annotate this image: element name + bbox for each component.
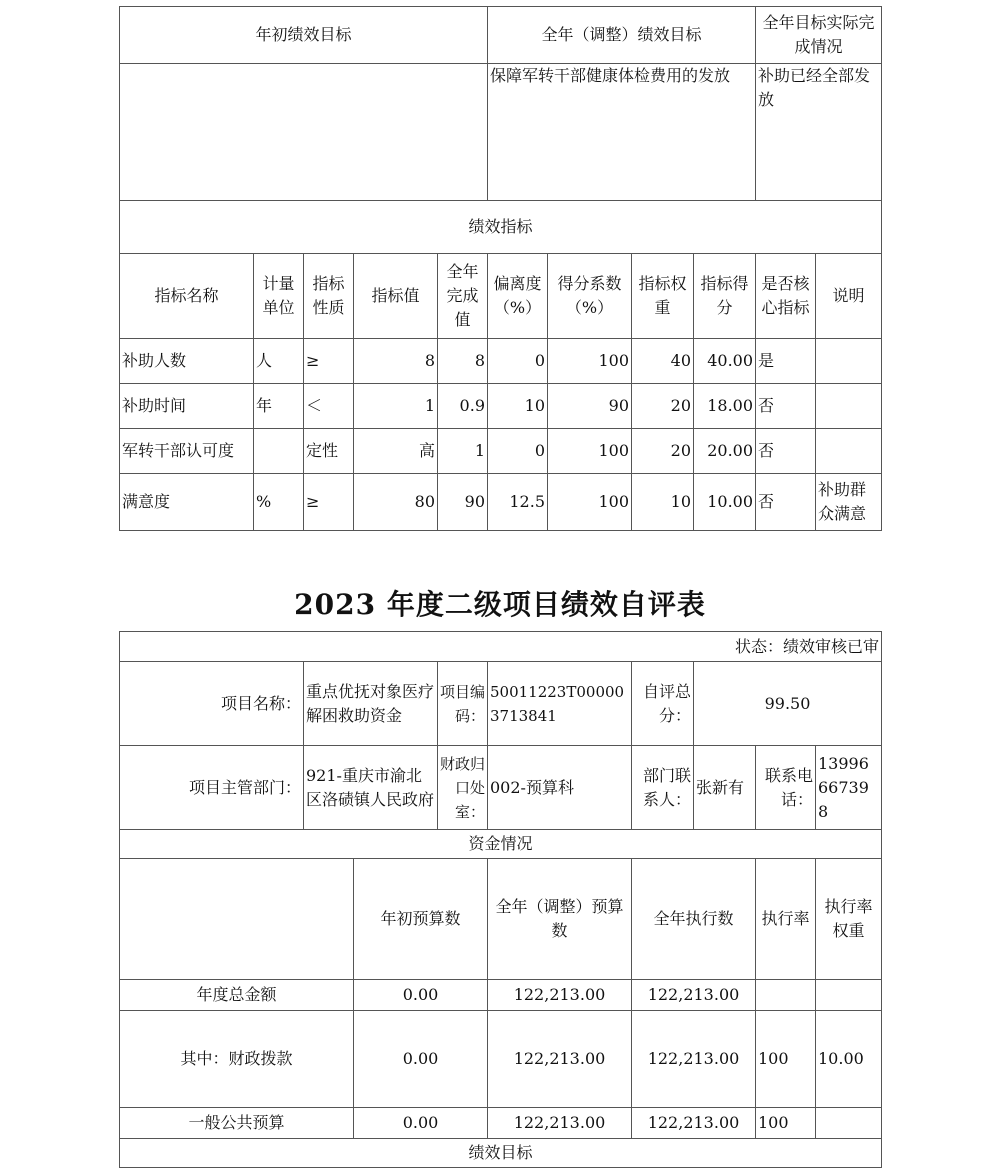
indicator-unit: 人 [254,339,304,384]
table-row [120,384,882,429]
funds-row-label: 一般公共预算 [120,1108,354,1139]
table-row [120,339,882,384]
funds-adjusted: 122,213.00 [488,980,632,1011]
indicator-weight: 40 [632,339,694,384]
indicator-section-title: 绩效指标 [120,201,882,254]
column-header: 全年完成值 [438,254,488,339]
indicator-weight: 20 [632,429,694,474]
column-header: 指标名称 [120,254,254,339]
project-code-value: 50011223T000003713841 [488,662,632,746]
indicator-unit [254,429,304,474]
funds-column-header: 年初预算数 [354,859,488,980]
indicator-coefficient: 90 [548,384,632,429]
phone-label: 联系电话： [756,746,816,830]
indicator-core: 否 [756,384,816,429]
table-row [120,1011,882,1108]
indicator-target: 8 [354,339,438,384]
indicator-coefficient: 100 [548,429,632,474]
column-header: 说明 [816,254,882,339]
project-name-value: 重点优抚对象医疗解困救助资金 [304,662,438,746]
indicator-note: 补助群众满意 [816,474,882,531]
funds-initial: 0.00 [354,1011,488,1108]
finance-value: 002-预算科 [488,746,632,830]
indicator-actual: 0.9 [438,384,488,429]
initial-goal-header: 年初绩效目标 [120,7,488,64]
goals-section-title: 绩效目标 [120,1139,882,1168]
funds-column-header: 全年（调整）预算数 [488,859,632,980]
project-name-label: 项目名称： [120,662,304,746]
funds-executed: 122,213.00 [632,1108,756,1139]
funds-initial: 0.00 [354,1108,488,1139]
funds-rate: 100 [756,1011,816,1108]
indicator-note [816,429,882,474]
funds-initial: 0.00 [354,980,488,1011]
indicator-nature: ≥ [304,339,354,384]
indicator-deviation: 0 [488,339,548,384]
indicator-nature: 定性 [304,429,354,474]
status-text: 状态：绩效审核已审 [120,632,882,662]
actual-completion-text: 补助已经全部发放 [756,64,882,201]
indicator-actual: 90 [438,474,488,531]
indicator-weight: 10 [632,474,694,531]
adjusted-goal-header: 全年（调整）绩效目标 [488,7,756,64]
indicator-name: 满意度 [120,474,254,531]
indicator-score: 18.00 [694,384,756,429]
page-title: 2023 年度二级项目绩效自评表 [294,588,706,621]
indicator-core: 否 [756,429,816,474]
indicator-note [816,339,882,384]
indicator-note [816,384,882,429]
indicator-name: 补助时间 [120,384,254,429]
column-header: 是否核心指标 [756,254,816,339]
column-header: 指标值 [354,254,438,339]
indicator-name: 军转干部认可度 [120,429,254,474]
indicator-score: 40.00 [694,339,756,384]
performance-indicator-table [119,6,882,531]
funds-row-label: 年度总金额 [120,980,354,1011]
funds-column-header: 执行率 [756,859,816,980]
indicator-deviation: 0 [488,429,548,474]
indicator-weight: 20 [632,384,694,429]
contact-value: 张新有 [694,746,756,830]
funds-adjusted: 122,213.00 [488,1011,632,1108]
actual-completion-header: 全年目标实际完成情况 [756,7,882,64]
indicator-name: 补助人数 [120,339,254,384]
funds-weight [816,1108,882,1139]
funds-rate [756,980,816,1011]
phone-value: 13996667398 [816,746,882,830]
column-header: 得分系数（%） [548,254,632,339]
self-score-label: 自评总分： [632,662,694,746]
column-header: 指标得分 [694,254,756,339]
indicator-core: 否 [756,474,816,531]
project-evaluation-table [119,631,882,1168]
indicator-unit: % [254,474,304,531]
indicator-core: 是 [756,339,816,384]
project-code-label: 项目编码： [438,662,488,746]
indicator-unit: 年 [254,384,304,429]
table-row [120,980,882,1011]
indicator-score: 10.00 [694,474,756,531]
table-row [120,474,882,531]
funds-column-header: 全年执行数 [632,859,756,980]
indicator-deviation: 12.5 [488,474,548,531]
dept-value: 921-重庆市渝北区洛碛镇人民政府 [304,746,438,830]
indicator-target: 高 [354,429,438,474]
funds-executed: 122,213.00 [632,1011,756,1108]
funds-row-label: 其中：财政拨款 [120,1011,354,1108]
funds-section-title: 资金情况 [120,830,882,859]
funds-column-header: 执行率权重 [816,859,882,980]
indicator-actual: 8 [438,339,488,384]
self-score-value: 99.50 [694,662,882,746]
indicator-actual: 1 [438,429,488,474]
contact-label: 部门联系人： [632,746,694,830]
initial-goal-text [120,64,488,201]
funds-weight [816,980,882,1011]
column-header: 指标性质 [304,254,354,339]
table-row [120,429,882,474]
dept-label: 项目主管部门： [120,746,304,830]
funds-executed: 122,213.00 [632,980,756,1011]
funds-rate: 100 [756,1108,816,1139]
indicator-nature: ≥ [304,474,354,531]
indicator-coefficient: 100 [548,474,632,531]
column-header: 指标权重 [632,254,694,339]
indicator-nature: ＜ [304,384,354,429]
indicator-target: 1 [354,384,438,429]
indicator-coefficient: 100 [548,339,632,384]
indicator-deviation: 10 [488,384,548,429]
adjusted-goal-text: 保障军转干部健康体检费用的发放 [488,64,756,201]
indicator-target: 80 [354,474,438,531]
funds-column-header [120,859,354,980]
funds-weight: 10.00 [816,1011,882,1108]
indicator-score: 20.00 [694,429,756,474]
funds-adjusted: 122,213.00 [488,1108,632,1139]
finance-label: 财政归口处室： [438,746,488,830]
column-header: 偏离度（%） [488,254,548,339]
table-row [120,1108,882,1139]
column-header: 计量单位 [254,254,304,339]
